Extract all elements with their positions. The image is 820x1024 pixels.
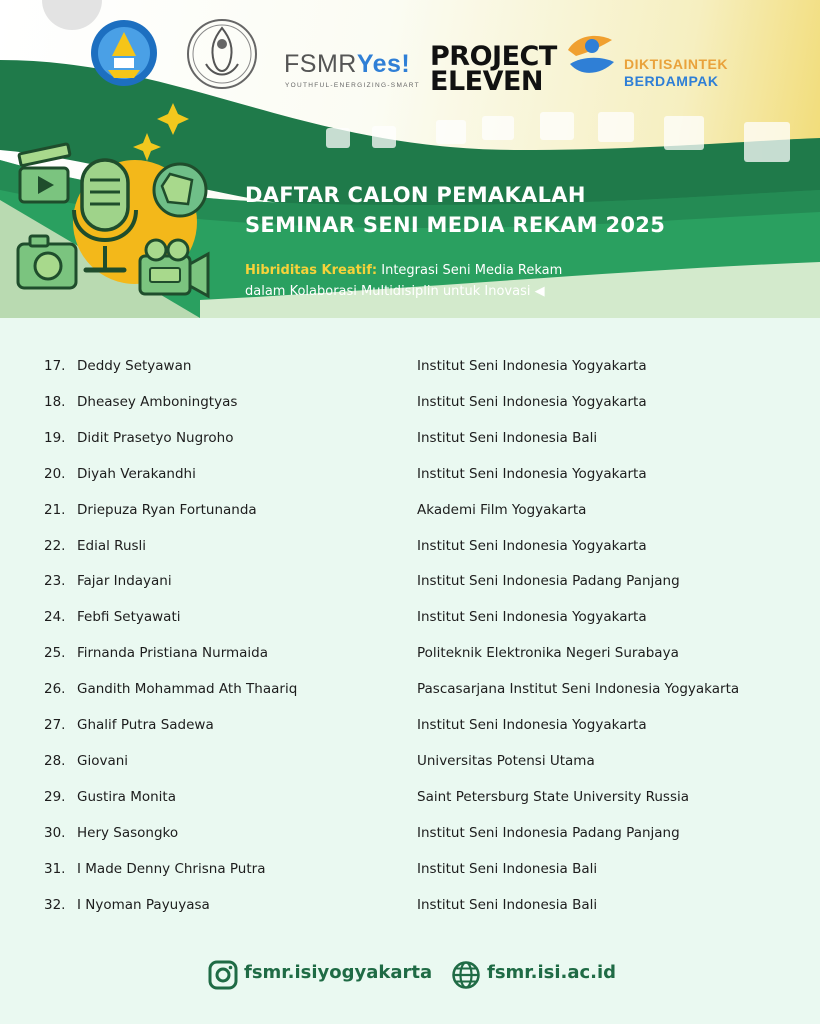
diktisaintek-emblem	[562, 26, 618, 82]
presenter-name: I Made Denny Chrisna Putra	[77, 860, 266, 877]
entry-number: 21.	[44, 501, 66, 518]
globe-icon	[451, 960, 481, 990]
header-banner	[0, 0, 820, 318]
subtitle-line-1: Integrasi Seni Media Rekam	[381, 263, 563, 278]
dikti-logo-line2: BERDAMPAK	[624, 73, 719, 89]
institution-name: Institut Seni Indonesia Bali	[417, 429, 598, 446]
footer	[0, 954, 820, 994]
list-item	[0, 743, 820, 779]
fsmr-logo-text: FSMR	[284, 50, 357, 78]
institution-name: Pascasarjana Institut Seni Indonesia Yogyakarta	[417, 681, 740, 698]
entry-number: 18.	[44, 393, 66, 410]
subtitle-highlight: Hibriditas Kreatif:	[245, 263, 378, 278]
entry-number: 26.	[44, 681, 66, 698]
subtitle-line-2: dalam Kolaborasi Multidisiplin untuk Inovasi	[245, 284, 531, 299]
entry-number: 25.	[44, 645, 66, 662]
institution-name: Institut Seni Indonesia Bali	[417, 896, 598, 913]
institution-name: Institut Seni Indonesia Bali	[417, 860, 598, 877]
list-item	[0, 635, 820, 671]
presenter-name: Diyah Verakandhi	[77, 465, 196, 482]
instagram-icon	[208, 960, 238, 990]
list-item	[0, 348, 820, 384]
entry-number: 31.	[44, 860, 66, 877]
presenter-name: Ghalif Putra Sadewa	[77, 717, 214, 733]
tut-wuri-handayani-logo	[90, 18, 158, 88]
page-title	[245, 180, 665, 240]
microphone-icon	[74, 160, 136, 270]
entry-number: 19.	[44, 429, 66, 446]
camera-icon	[18, 236, 76, 288]
title-line-2: SEMINAR SENI MEDIA REKAM 2025	[245, 213, 666, 237]
presenter-name: Giovani	[77, 752, 129, 769]
presenter-name: Deddy Setyawan	[77, 358, 192, 374]
entry-number: 29.	[44, 788, 66, 805]
diktisaintek-logo	[624, 56, 728, 90]
website-link[interactable]: fsmr.isi.ac.id	[487, 962, 617, 983]
presenter-name: Hery Sasongko	[77, 824, 179, 841]
list-item	[0, 384, 820, 420]
institution-name: Institut Seni Indonesia Yogyakarta	[417, 537, 647, 554]
presenter-name: I Nyoman Payuyasa	[77, 896, 210, 913]
entry-number: 17.	[44, 358, 66, 374]
video-camera-icon	[140, 240, 208, 296]
list-item	[0, 779, 820, 815]
institution-name: Politeknik Elektronika Negeri Surabaya	[417, 645, 679, 662]
list-item	[0, 815, 820, 851]
list-item	[0, 420, 820, 456]
media-illustration	[10, 140, 220, 310]
entry-number: 24.	[44, 609, 66, 626]
presenter-name: Edial Rusli	[77, 537, 147, 554]
presenter-name: Febfi Setyawati	[77, 609, 181, 626]
presenter-name: Driepuza Ryan Fortunanda	[77, 501, 257, 518]
clapperboard-icon	[19, 144, 70, 202]
institution-name: Akademi Film Yogyakarta	[417, 501, 587, 518]
presenter-name: Fajar Indayani	[77, 573, 172, 590]
institution-name: Institut Seni Indonesia Yogyakarta	[417, 358, 647, 374]
list-item	[0, 528, 820, 564]
list-item	[0, 492, 820, 528]
isi-yogyakarta-logo	[186, 18, 258, 90]
title-line-1: DAFTAR CALON PEMAKALAH	[245, 183, 586, 207]
entry-number: 23.	[44, 573, 66, 590]
presenter-name: Didit Prasetyo Nugroho	[77, 429, 234, 446]
institution-name: Institut Seni Indonesia Yogyakarta	[417, 717, 647, 733]
presenter-name: Firnanda Pristiana Nurmaida	[77, 645, 269, 662]
institution-name: Institut Seni Indonesia Padang Panjang	[417, 573, 680, 590]
institution-name: Universitas Potensi Utama	[417, 752, 595, 769]
eleven-logo-line: ELEVEN	[430, 66, 544, 97]
subtitle-arrow-icon: ◀	[534, 284, 545, 299]
project-logo-line: PROJECT	[430, 41, 557, 72]
list-item	[0, 887, 820, 923]
entry-number: 28.	[44, 752, 66, 769]
dikti-logo-line1: DIKTISAINTEK	[624, 56, 728, 72]
institution-name: Institut Seni Indonesia Yogyakarta	[417, 609, 647, 626]
list-item	[0, 599, 820, 635]
entry-number: 32.	[44, 896, 66, 913]
presenter-name: Gandith Mohammad Ath Thaariq	[77, 681, 298, 698]
presenter-name: Dheasey Amboningtyas	[77, 393, 238, 410]
presenter-name: Gustira Monita	[77, 788, 176, 805]
project-eleven-logo	[430, 41, 557, 97]
list-item	[0, 707, 820, 743]
logo-bar	[0, 18, 820, 98]
aperture-icon	[154, 164, 206, 216]
entry-number: 27.	[44, 717, 66, 733]
fsmr-yes-logo	[284, 50, 410, 79]
institution-name: Institut Seni Indonesia Yogyakarta	[417, 393, 647, 410]
fsmr-tagline: YOUTHFUL-ENERGIZING-SMART	[285, 82, 420, 89]
list-item	[0, 851, 820, 887]
entry-number: 30.	[44, 824, 66, 841]
list-item	[0, 563, 820, 599]
institution-name: Saint Petersburg State University Russia	[417, 788, 690, 805]
yes-logo-text: Yes!	[356, 50, 411, 78]
institution-name: Institut Seni Indonesia Padang Panjang	[417, 824, 680, 841]
entry-number: 22.	[44, 537, 66, 554]
list-item	[0, 671, 820, 707]
entry-number: 20.	[44, 465, 66, 482]
page-subtitle	[245, 260, 562, 302]
institution-name: Institut Seni Indonesia Yogyakarta	[417, 465, 647, 482]
list-item	[0, 456, 820, 492]
instagram-handle[interactable]: fsmr.isiyogyakarta	[244, 962, 433, 983]
